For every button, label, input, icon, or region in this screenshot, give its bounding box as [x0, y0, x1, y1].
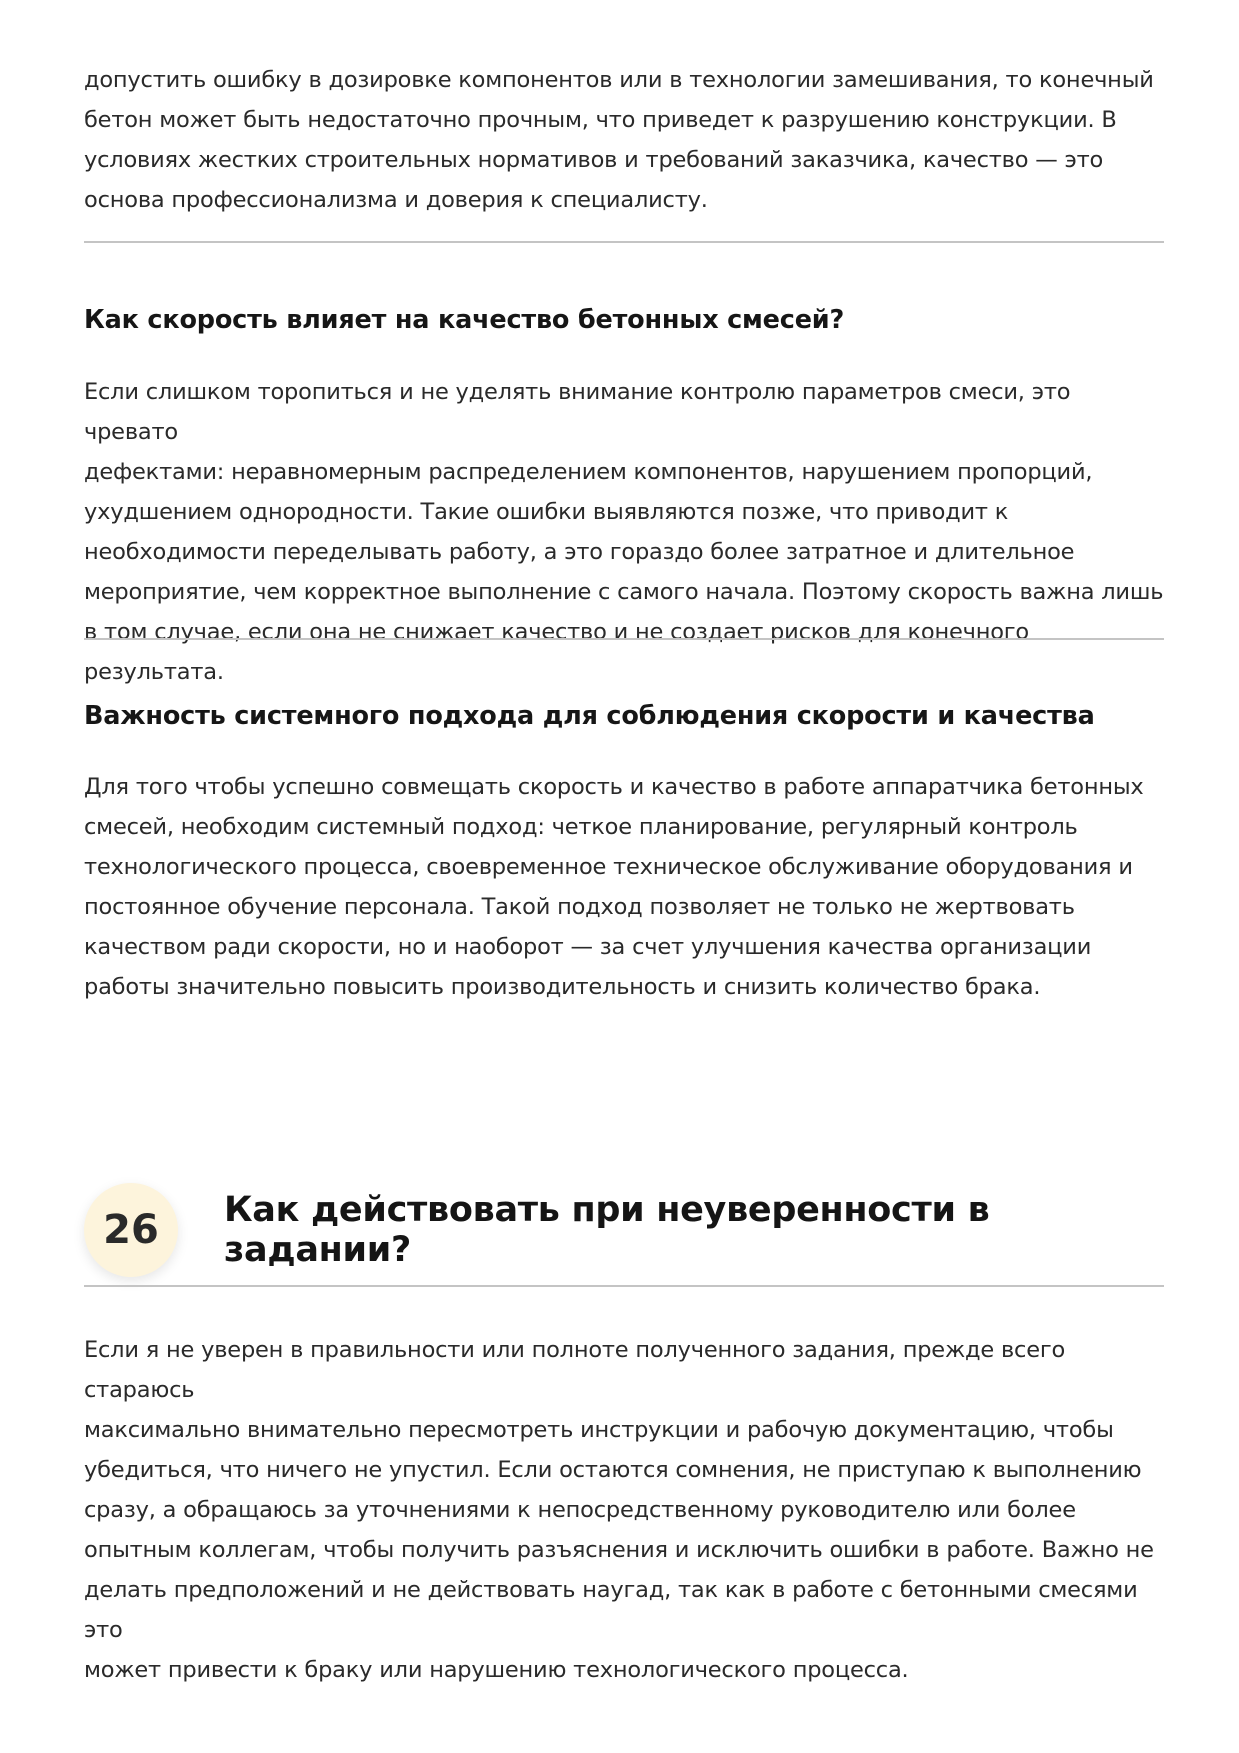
- divider: [84, 1285, 1164, 1287]
- text-line: опытным коллегам, чтобы получить разъяснения и исключить ошибки в работе. Важно не: [84, 1537, 1154, 1563]
- text-line: делать предположений и не действовать наугад, так как в работе с бетонными смесями это: [84, 1577, 1138, 1643]
- section-paragraph: [84, 1330, 1164, 1690]
- divider: [84, 241, 1164, 243]
- text-line: бетон может быть недостаточно прочным, что приведет к разрушению конструкции. В: [84, 107, 1117, 133]
- text-line: Для того чтобы успешно совмещать скорость и качество в работе аппаратчика бетонных: [84, 774, 1144, 800]
- text-line: необходимости переделывать работу, а это гораздо более затратное и длительное: [84, 539, 1075, 565]
- text-line: может привести к браку или нарушению технологического процесса.: [84, 1657, 909, 1683]
- text-line: максимально внимательно пересмотреть инструкции и рабочую документацию, чтобы: [84, 1417, 1114, 1443]
- text-line: смесей, необходим системный подход: четкое планирование, регулярный контроль: [84, 814, 1078, 840]
- subheading-speed-quality: Как скорость влияет на качество бетонных смесей?: [84, 305, 845, 335]
- text-line: Если слишком торопиться и не уделять внимание контролю параметров смеси, это чревато: [84, 379, 1071, 445]
- section-title: Как действовать при неуверенности в задании?: [224, 1190, 990, 1270]
- text-line: допустить ошибку в дозировке компонентов или в технологии замешивания, то конечный: [84, 67, 1154, 93]
- intro-paragraph: [84, 60, 1154, 220]
- text-line: Если я не уверен в правильности или полноте полученного задания, прежде всего стараюсь: [84, 1337, 1066, 1403]
- text-line: мероприятие, чем корректное выполнение с самого начала. Поэтому скорость важна лишь: [84, 579, 1164, 605]
- text-line: качеством ради скорости, но и наоборот — за счет улучшения качества организации: [84, 934, 1092, 960]
- section-number-badge: 26: [84, 1183, 178, 1277]
- text-line: постоянное обучение персонала. Такой подход позволяет не только не жертвовать: [84, 894, 1075, 920]
- text-line: дефектами: неравномерным распределением компонентов, нарушением пропорций,: [84, 459, 1093, 485]
- text-line: технологического процесса, своевременное техническое обслуживание оборудования и: [84, 854, 1133, 880]
- text-line: условиях жестких строительных нормативов и требований заказчика, качество — это: [84, 147, 1104, 173]
- text-line: в том случае, если она не снижает качество и не создает рисков для конечного результата.: [84, 619, 1029, 685]
- section-header: [84, 1183, 1164, 1277]
- subheading-systematic-approach: Важность системного подхода для соблюдения скорости и качества: [84, 701, 1095, 731]
- text-line: основа профессионализма и доверия к специалисту.: [84, 187, 708, 213]
- block1-paragraph: [84, 372, 1164, 692]
- text-line: сразу, а обращаюсь за уточнениями к непосредственному руководителю или более: [84, 1497, 1076, 1523]
- divider: [84, 638, 1164, 640]
- text-line: работы значительно повысить производительность и снизить количество брака.: [84, 974, 1041, 1000]
- block2-paragraph: [84, 767, 1144, 1007]
- text-line: ухудшением однородности. Такие ошибки выявляются позже, что приводит к: [84, 499, 1009, 525]
- text-line: убедиться, что ничего не упустил. Если остаются сомнения, не приступаю к выполнению: [84, 1457, 1142, 1483]
